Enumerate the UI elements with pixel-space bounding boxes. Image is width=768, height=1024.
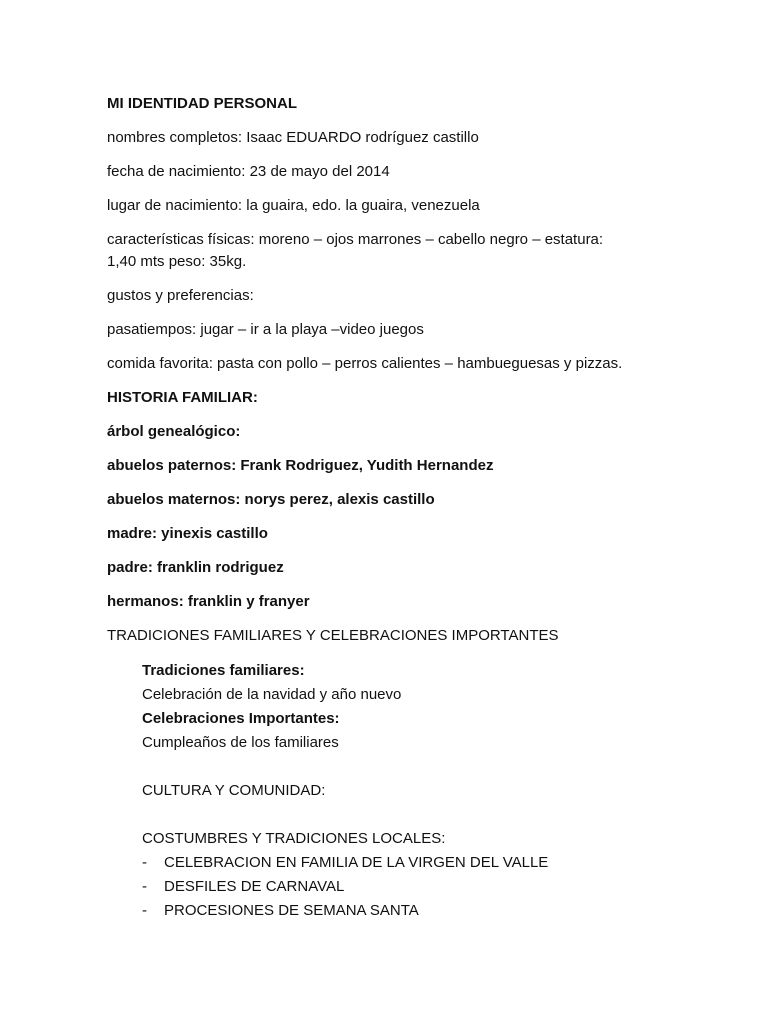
- document-body: [107, 93, 677, 923]
- traditions-section: [142, 659, 677, 923]
- physical-traits-block: [107, 229, 677, 273]
- list-item: [142, 875, 677, 899]
- maternal-grandparents-line: abuelos maternos: norys perez, alexis castillo: [107, 491, 435, 508]
- family-traditions-value: Celebración de la navidad y año nuevo: [142, 686, 402, 703]
- physical-traits-line-2: 1,40 mts peso: 35kg.: [107, 253, 247, 270]
- important-celebrations-value: Cumpleaños de los familiares: [142, 734, 339, 751]
- list-item-text: CELEBRACION EN FAMILIA DE LA VIRGEN DEL VALLE: [164, 854, 549, 871]
- traditions-heading: TRADICIONES FAMILIARES Y CELEBRACIONES IMPORTANTES: [107, 627, 559, 644]
- physical-traits-line-1: características físicas: moreno – ojos marrones – cabello negro – estatura:: [107, 231, 604, 248]
- important-celebrations-label: Celebraciones Importantes:: [142, 710, 340, 727]
- list-item-text: DESFILES DE CARNAVAL: [164, 878, 345, 895]
- culture-heading: CULTURA Y COMUNIDAD:: [142, 782, 326, 799]
- family-history-heading: HISTORIA FAMILIAR:: [107, 389, 258, 406]
- favorite-food-line: comida favorita: pasta con pollo – perros calientes – hambueguesas y pizzas.: [107, 355, 623, 372]
- dash-bullet: -: [142, 902, 147, 919]
- dash-bullet: -: [142, 854, 147, 871]
- mother-line: madre: yinexis castillo: [107, 525, 268, 542]
- paternal-grandparents-line: abuelos paternos: Frank Rodriguez, Yudith Hernandez: [107, 457, 494, 474]
- list-item: [142, 851, 677, 875]
- full-name-line: nombres completos: Isaac EDUARDO rodríguez castillo: [107, 129, 479, 146]
- birth-place-line: lugar de nacimiento: la guaira, edo. la guaira, venezuela: [107, 197, 480, 214]
- preferences-line: gustos y preferencias:: [107, 287, 254, 304]
- local-customs-heading: COSTUMBRES Y TRADICIONES LOCALES:: [142, 830, 446, 847]
- dash-bullet: -: [142, 878, 147, 895]
- family-tree-heading: árbol genealógico:: [107, 423, 241, 440]
- list-item: [142, 899, 677, 923]
- birth-date-line: fecha de nacimiento: 23 de mayo del 2014: [107, 163, 390, 180]
- family-traditions-label: Tradiciones familiares:: [142, 662, 305, 679]
- page-title: MI IDENTIDAD PERSONAL: [107, 95, 298, 112]
- local-customs-list: [142, 851, 677, 923]
- hobbies-line: pasatiempos: jugar – ir a la playa –video juegos: [107, 321, 424, 338]
- section-spacer-1: [142, 755, 677, 779]
- list-item-text: PROCESIONES DE SEMANA SANTA: [164, 902, 419, 919]
- siblings-line: hermanos: franklin y franyer: [107, 593, 310, 610]
- section-spacer-2: [142, 803, 677, 827]
- father-line: padre: franklin rodriguez: [107, 559, 284, 576]
